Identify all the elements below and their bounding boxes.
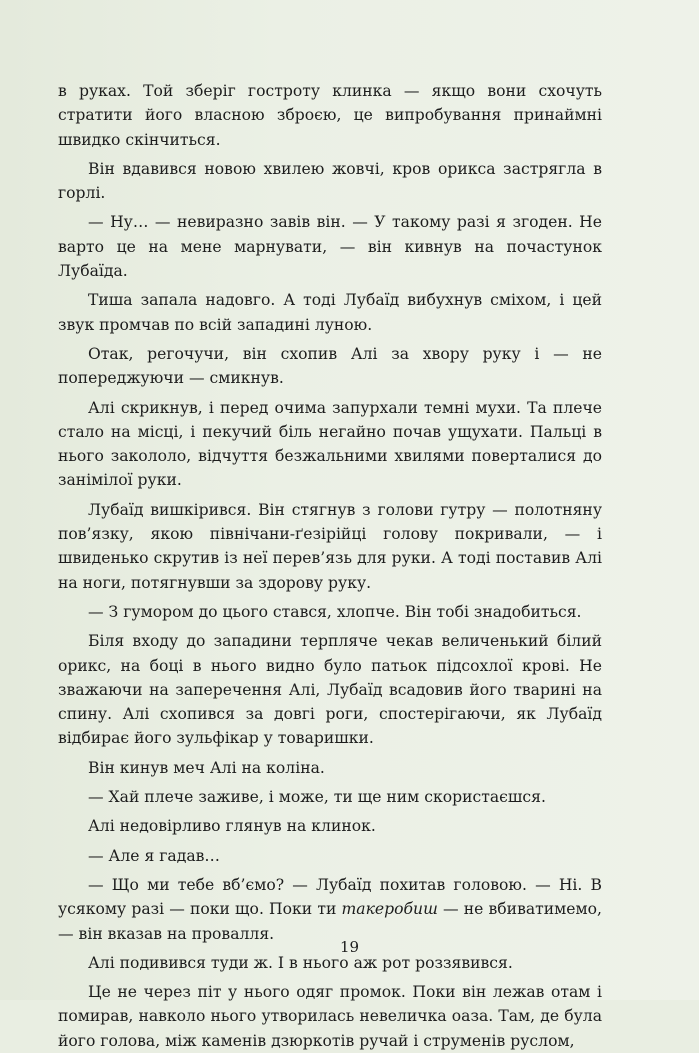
paragraph: — З гумором до цього стався, хлопче. Він тобі знадобиться. — [88, 602, 582, 621]
paragraph-text: — Що ми тебе вб’ємо? — Лубаїд похитав головою. — Ні. В усякому разі — поки що. Поки ти — [58, 875, 602, 919]
emphasis: такеробиш — [341, 900, 438, 919]
page-number: 19 — [339, 938, 360, 956]
paragraph: в руках. Той зберіг гостроту клинка — якщо вони схочуть стратити його власною зброєю, це випробування принаймні швидко скінчиться. — [58, 82, 602, 149]
paragraph: Алі подивився туди ж. І в нього аж рот роззявився. — [88, 953, 513, 972]
paragraph: Алі скрикнув, і перед очима запурхали темні мухи. Та плече стало на місці, і пекучий біль негайно почав ущухати. Пальці в нього закололо, відчуття безжальними хвилями поверталися до занімілої руки. — [58, 398, 602, 490]
paragraph: — Хай плече заживе, і може, ти ще ним скористаєшся. — [88, 788, 546, 807]
body-text — [58, 79, 602, 1053]
paragraph: Він вдавився новою хвилею жовчі, кров орикса застрягла в горлі. — [58, 159, 602, 203]
paragraph: Тиша запала надовго. А тоді Лубаїд вибухнув сміхом, і цей звук промчав по всій западині луною. — [58, 291, 602, 334]
paragraph: Біля входу до западини терпляче чекав величенький білий орикс, на боці в нього видно було патьок підсохлої крові. Не зважаючи на заперечення Алі, Лубаїд всадовив його тварині на спину. Алі схопився за довгі роги, спостерігаючи, як Лубаїд відбирає його зульфікар у товаришки. — [58, 632, 602, 748]
paragraph-text: — не вбиватимемо, — він вказав на провалля. — [58, 900, 602, 943]
paragraph: Отак, регочучи, він схопив Алі за хвору руку і — не попереджуючи — смикнув. — [58, 344, 602, 388]
paragraph: Він кинув меч Алі на коліна. — [88, 758, 325, 777]
paragraph: Це не через піт у нього одяг промок. Поки він лежав отам і помирав, навколо нього утворилась невеличка оаза. Там, де була його голова, між каменів дзюркотів ручай і струменів руслом, — [58, 983, 602, 1050]
paragraph: — Але я гадав… — [88, 846, 220, 865]
paragraph — [58, 873, 602, 946]
paragraph: Лубаїд вишкірився. Він стягнув з голови гутру — полотняну пов’язку, якою північани-ґезірійці голову покривали, — і швиденько скрутив із неї перев’язь для руки. А тоді поставив Алі на ноги, потягнувши за здорову руку. — [58, 500, 602, 592]
paragraph: — Ну… — невиразно завів він. — У такому разі я згоден. Не варто це на мене марнувати, — він кивнув на почастунок Лубаїда. — [58, 213, 602, 281]
paragraph: Алі недовірливо глянув на клинок. — [88, 817, 376, 836]
